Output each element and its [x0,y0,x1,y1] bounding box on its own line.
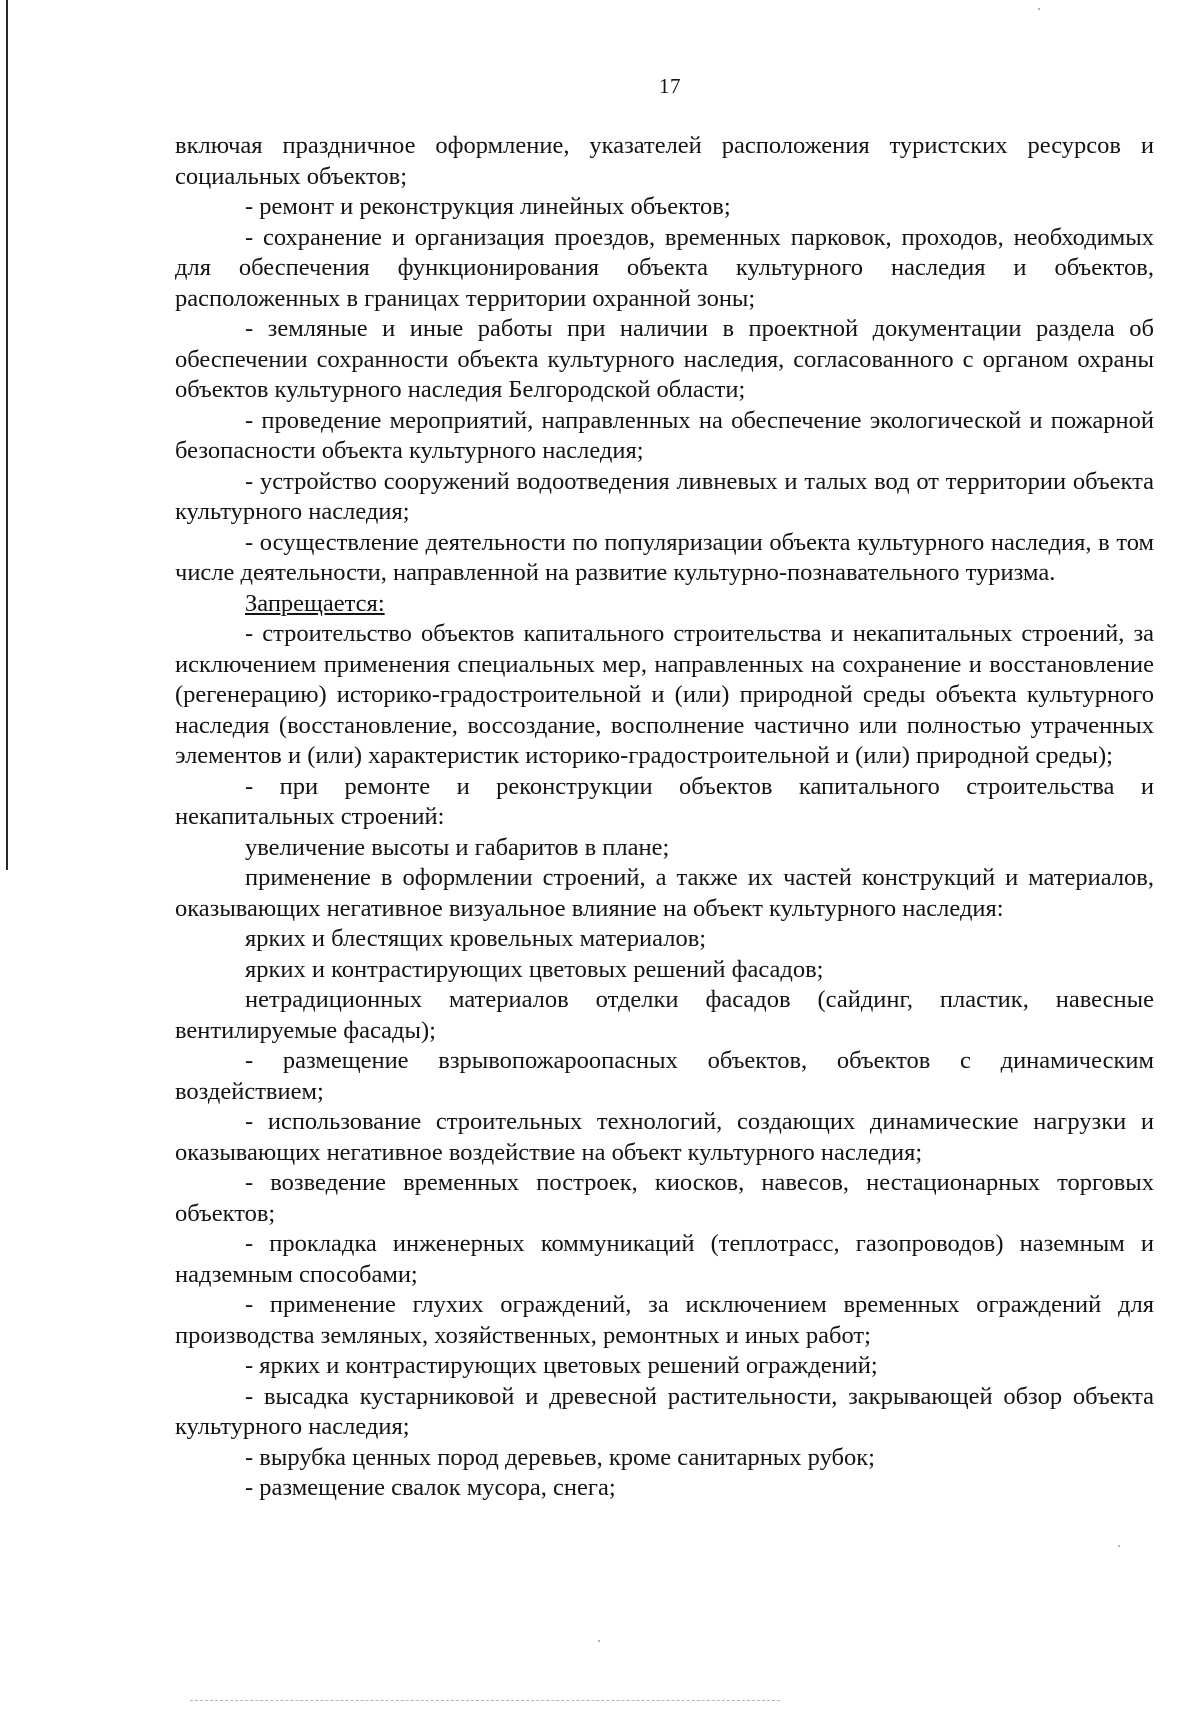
list-item: - осуществление деятельности по популяризации объекта культурного наследия, в том числе деятельности, направленной на развитие культурно-познавательного туризма. [175,528,1154,586]
list-item: - ярких и контрастирующих цветовых решений ограждений; [245,1352,878,1379]
list-item: - размещение свалок мусора, снега; [245,1474,616,1501]
document-body [175,131,1154,1504]
list-item: - высадка кустарниковой и древесной растительности, закрывающей обзор объекта культурного наследия; [175,1382,1154,1440]
list-item: - применение глухих ограждений, за исключением временных ограждений для производства земляных, хозяйственных, ремонтных и иных работ; [175,1291,1154,1349]
list-item: - строительство объектов капитального строительства и некапитальных строений, за исключением применения специальных мер, направленных на сохранение и восстановление (регенерацию) историко-градостроительной и (или) природной среды объекта культурного наследия (восстановление, воссоздание, восполнение частично или полностью утраченных элементов и (или) характеристик историко-градостроительной и (или) природной среды); [175,620,1154,769]
sub-item: ярких и блестящих кровельных материалов; [245,925,707,952]
list-item: - вырубка ценных пород деревьев, кроме санитарных рубок; [245,1443,875,1471]
list-item: - размещение взрывопожароопасных объектов, объектов с динамическим воздействием; [175,1047,1154,1105]
sub-item: ярких и контрастирующих цветовых решений фасадов; [245,955,824,983]
list-item: - земляные и иные работы при наличии в проектной документации раздела об обеспечении сохранности объекта культурного наследия, согласованного с органом охраны объектов культурного наследия Белгородской области; [175,315,1154,403]
scan-speck [1038,8,1040,10]
scan-speck [598,1640,600,1642]
sub-item: нетрадиционных материалов отделки фасадов (сайдинг, пластик, навесные вентилируемые фасады); [175,986,1154,1044]
list-item: - при ремонте и реконструкции объектов капитального строительства и некапитальных строений: [175,772,1154,830]
sub-item: увеличение высоты и габаритов в плане; [245,833,670,861]
list-item: - ремонт и реконструкция линейных объектов; [245,193,731,220]
page-number: 17 [659,74,681,98]
list-item: - использование строительных технологий, создающих динамические нагрузки и оказывающих негативное воздействие на объект культурного наследия; [175,1108,1154,1166]
list-item: - проведение мероприятий, направленных на обеспечение экологической и пожарной безопасности объекта культурного наследия; [175,406,1154,464]
section-heading-prohibited: Запрещается: [245,589,385,617]
scan-footer-rule [190,1700,780,1701]
sub-item: применение в оформлении строений, а также их частей конструкций и материалов, оказывающих негативное визуальное влияние на объект культурного наследия: [175,864,1154,922]
scan-speck [1118,1545,1120,1547]
scan-edge-line [6,0,8,870]
list-item: - прокладка инженерных коммуникаций (теплотрасс, газопроводов) наземным и надземным способами; [175,1230,1154,1288]
list-item: - возведение временных построек, киосков, навесов, нестационарных торговых объектов; [175,1169,1154,1227]
list-item: - устройство сооружений водоотведения ливневых и талых вод от территории объекта культурного наследия; [175,467,1154,525]
paragraph-continuation: включая праздничное оформление, указателей расположения туристских ресурсов и социальных объектов; [175,132,1154,190]
list-item: - сохранение и организация проездов, временных парковок, проходов, необходимых для обеспечения функционирования объекта культурного наследия и объектов, расположенных в границах территории охранной зоны; [175,223,1154,312]
